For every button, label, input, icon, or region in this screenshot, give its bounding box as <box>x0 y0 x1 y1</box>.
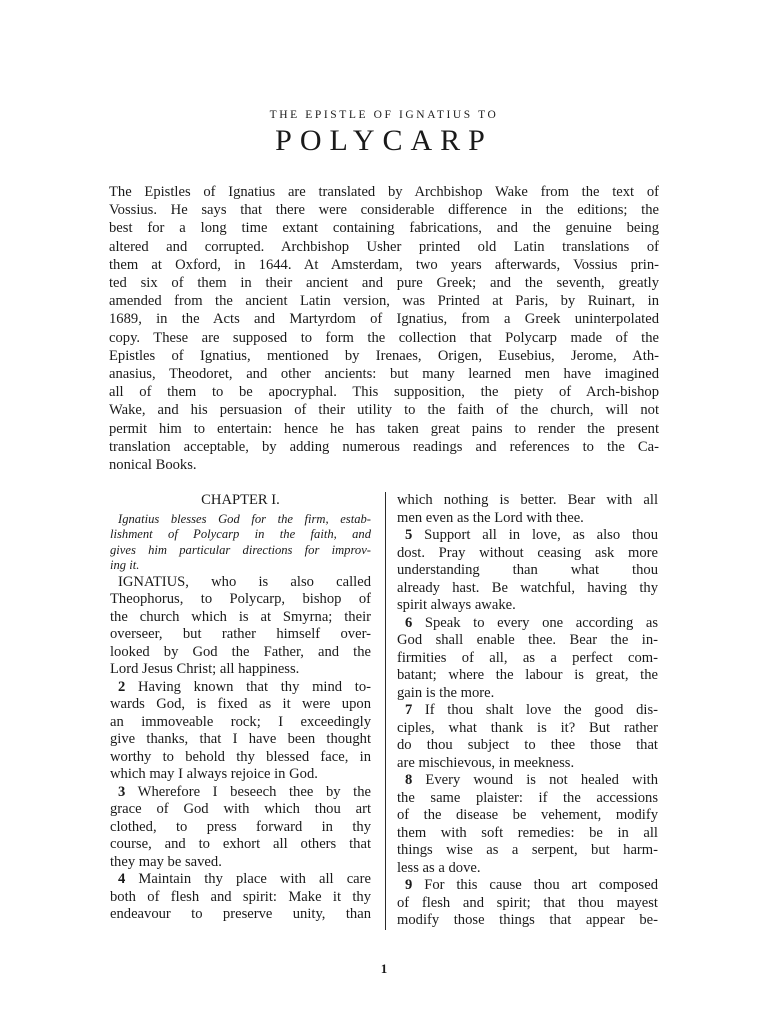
verse-line: they may be saved. <box>110 853 222 870</box>
verse-line <box>110 784 371 802</box>
verse-number: 5 <box>405 527 413 543</box>
verse-line: the same plaister: if the accessions <box>397 789 658 806</box>
page-title: POLYCARP <box>275 124 493 157</box>
verse-number: 9 <box>405 877 413 893</box>
verse-text: Support all in love, as also thou <box>412 527 658 543</box>
verse-line: them with soft remedies: be in all <box>397 824 658 841</box>
verse-line: things wise as a serpent, but harm- <box>397 842 658 858</box>
left-column <box>110 492 371 924</box>
intro-line: all of them to be apocryphal. This supposition, the piety of Arch-bishop <box>109 384 659 401</box>
verse-line: gain is the more. <box>397 684 495 701</box>
verse-line: less as a dove. <box>397 859 481 876</box>
verse-text: If thou shalt love the good dis- <box>412 702 658 718</box>
verse-line: grace of God with which thou art <box>110 801 371 818</box>
verse-2 <box>110 679 371 784</box>
verse-line <box>397 772 658 790</box>
summary-line: Ignatius blesses God for the firm, estab- <box>118 511 371 526</box>
verse-line <box>397 527 658 545</box>
verse-line: the church which is at Smyrna; their <box>110 608 371 625</box>
intro-line: translation acceptable, by adding numerous readings and references to the Ca- <box>109 438 659 455</box>
verse-number: 6 <box>405 614 413 631</box>
verse-line: an immoveable rock; I exceedingly <box>110 713 371 730</box>
verse-line: endeavour to preserve unity, than <box>110 906 371 923</box>
verse-line: God shall enable thee. Bear the in- <box>397 632 658 648</box>
verse-5 <box>397 527 658 615</box>
verse-text: Maintain thy place with all care <box>125 871 371 888</box>
verse-line: Lord Jesus Christ; all happiness. <box>110 661 300 678</box>
verse-line <box>110 679 371 697</box>
verse-text: Speak to every one according as <box>412 614 658 631</box>
intro-line: copy. These are supposed to form the collection that Polycarp made of the <box>109 329 659 346</box>
verse-number: 7 <box>405 702 413 718</box>
intro-line: amended from the ancient Latin version, was Printed at Paris, by Ruinart, in <box>109 293 659 310</box>
epistle-kicker: THE EPISTLE OF IGNATIUS TO <box>269 109 499 121</box>
verse-line: modify those things that appear be- <box>397 912 658 928</box>
right-column <box>397 492 658 930</box>
verse-number: 4 <box>118 871 126 888</box>
intro-line: nonical Books. <box>109 457 197 474</box>
verse-line: which may I always rejoice in God. <box>110 766 318 783</box>
verse-line: spirit always awake. <box>397 597 516 613</box>
verse-number: 3 <box>118 783 126 800</box>
verse-9 <box>397 877 658 930</box>
introduction-paragraph <box>109 183 659 474</box>
intro-line: ted six of them in their ancient and pure Greek; and the seventh, greatly <box>109 275 659 292</box>
verse-line: both of flesh and spirit: Make it thy <box>110 888 371 905</box>
verse-line <box>397 877 658 895</box>
summary-line: gives him particular directions for improv- <box>110 542 371 557</box>
intro-line: permit him to entertain: hence he has taken great pains to render the present <box>109 420 659 437</box>
verse-line: wards God, is fixed as it were upon <box>110 696 371 713</box>
verse-4 <box>110 871 371 924</box>
verse-3 <box>110 784 371 872</box>
verse-text: Wherefore I beseech thee by the <box>125 783 371 800</box>
verse-7 <box>397 702 658 772</box>
verse-line: worthy to behold thy blessed face, in <box>110 748 371 765</box>
summary-line: ing it. <box>110 558 140 573</box>
verse-line: of flesh and spirit; that thou mayest <box>397 894 658 911</box>
page-number: 1 <box>380 961 388 976</box>
verse-line: looked by God the Father, and the <box>110 643 371 660</box>
verse-line: ciples, what thank is it? But rather <box>397 719 658 736</box>
intro-line: 1689, in the Acts and Martyrdom of Ignatius, from a Greek uninterpolated <box>109 311 659 328</box>
verse-4-continued <box>397 492 658 527</box>
intro-line: them at Oxford, in 1644. At Amsterdam, two years afterwards, Vossius prin- <box>109 256 659 273</box>
verse-number: 2 <box>118 678 126 695</box>
verse-line: which nothing is better. Bear with all <box>397 492 658 508</box>
verse-number: 8 <box>405 772 413 788</box>
intro-line: Wake, and his persuasion of their utility to the faith of the church, will not <box>109 402 659 419</box>
intro-line: best for a long time extant containing fabrications, and the genuine being <box>109 220 659 237</box>
verse-line: of the disease be vehement, modify <box>397 807 658 823</box>
verse-line: dost. Pray without ceasing ask more <box>397 544 658 561</box>
verse-line: batant; where the labour is great, the <box>397 667 658 683</box>
verse-text: Every wound is not healed with <box>412 772 658 788</box>
verse-line: firmities of all, as a perfect com- <box>397 649 658 666</box>
intro-line: Epistles of Ignatius, mentioned by Irenaes, Origen, Eusebius, Jerome, Ath- <box>109 347 659 364</box>
chapter-summary <box>110 512 371 574</box>
intro-line: The Epistles of Ignatius are translated by Archbishop Wake from the text of <box>109 184 659 200</box>
verse-line: understanding than what thou <box>397 562 658 578</box>
verse-text: Having known that thy mind to- <box>125 678 371 695</box>
verse-line: do thou subject to thee those that <box>397 737 658 753</box>
intro-line: altered and corrupted. Archbishop Usher printed old Latin translations of <box>109 238 659 255</box>
chapter-heading: CHAPTER I. <box>201 492 280 508</box>
verse-line <box>397 702 658 720</box>
intro-line: Vossius. He says that there were considerable difference in the editions; the <box>109 202 659 219</box>
verse-line: Theophorus, to Polycarp, bishop of <box>110 591 371 608</box>
column-divider <box>385 492 386 930</box>
verse-line: overseer, but rather himself over- <box>110 626 371 643</box>
intro-line: anasius, Theodoret, and other ancients: but many learned men have imagined <box>109 366 659 383</box>
verse-text: For this cause thou art composed <box>412 877 658 893</box>
verse-line: course, and to exhort all others that <box>110 836 371 853</box>
verse-8 <box>397 772 658 877</box>
verse-line: IGNATIUS, who is also called <box>118 573 371 590</box>
verse-line <box>110 871 371 889</box>
verse-1 <box>110 574 371 679</box>
verse-line <box>397 615 658 633</box>
verse-line: men even as the Lord with thee. <box>397 509 584 526</box>
verse-6 <box>397 615 658 703</box>
summary-line: lishment of Polycarp in the faith, and <box>110 527 371 542</box>
verse-line: already hast. Be watchful, having thy <box>397 579 658 596</box>
verse-line: are mischievous, in meekness. <box>397 754 575 771</box>
verse-line: give thanks, that I have been thought <box>110 731 371 748</box>
verse-line: clothed, to press forward in thy <box>110 818 371 835</box>
